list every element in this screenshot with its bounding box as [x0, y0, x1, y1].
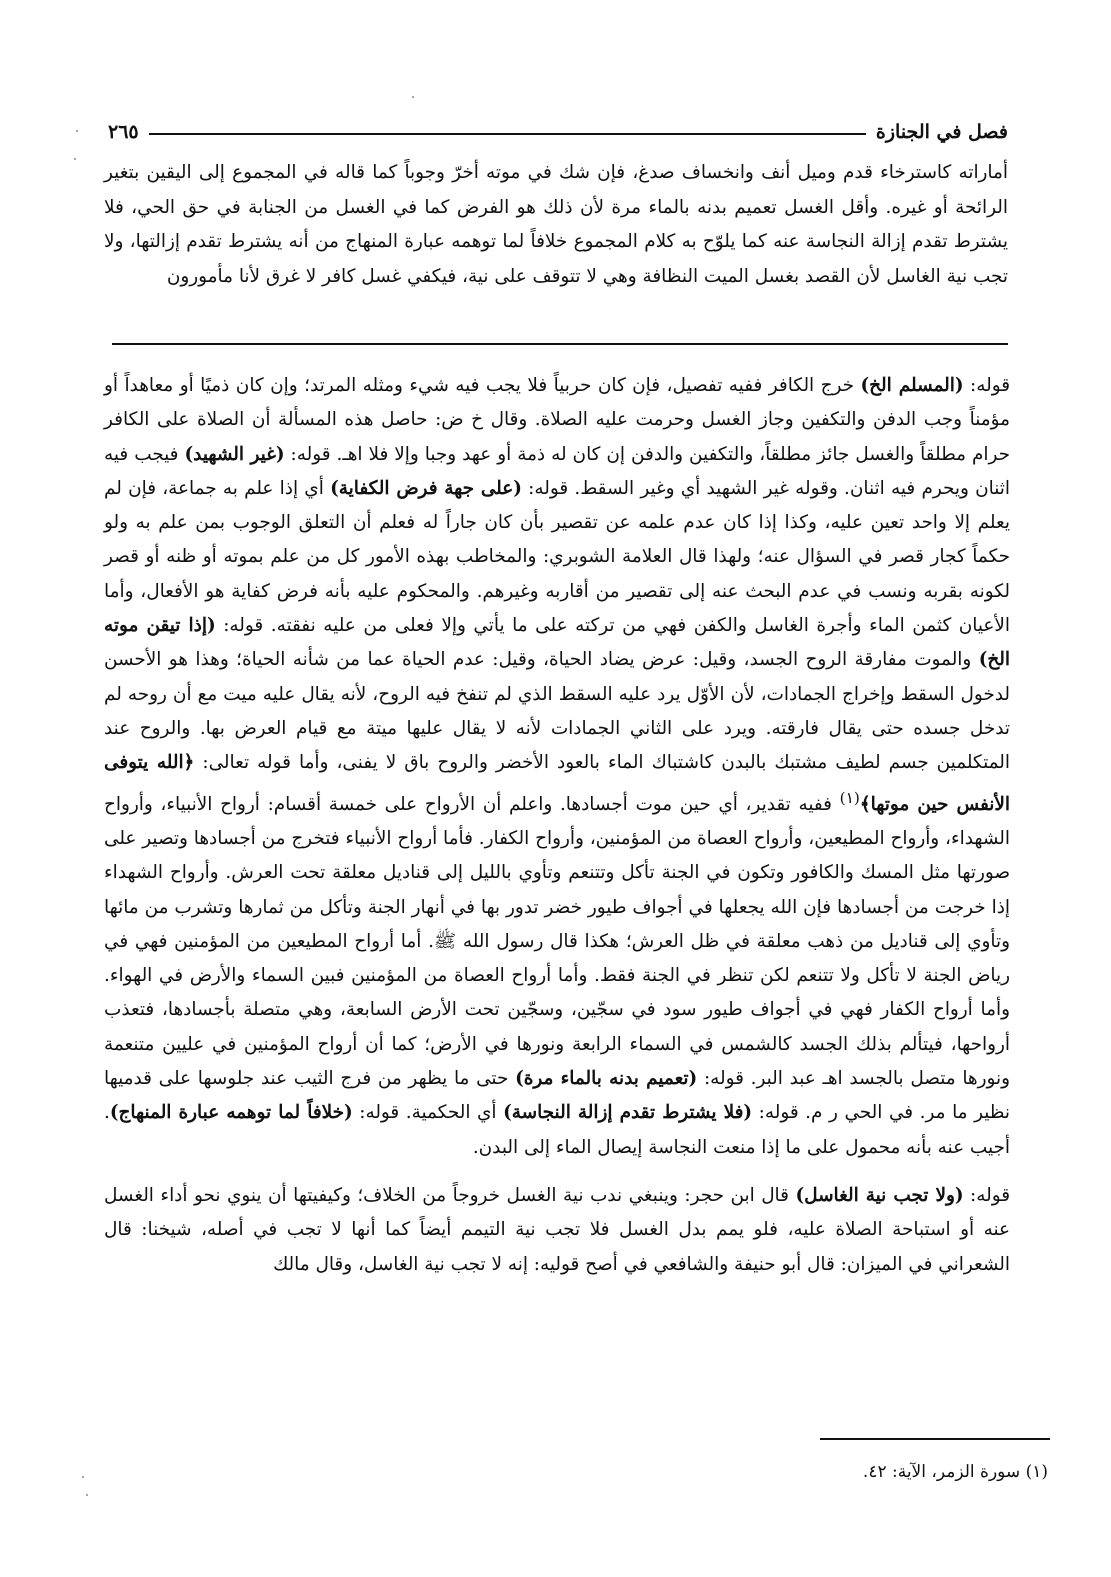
commentary-text: حتى ما يظهر من فرج الثيب عند جلوسها على قدميها نظير ما مر. في الحي ر م. قوله: — [104, 1068, 1011, 1124]
page-number: ٢٦٥ — [108, 121, 139, 143]
commentary-text: قوله: — [963, 1184, 1010, 1206]
commentary-text: . أجيب عنه بأنه محمول على ما إذا منعت النجاسة إيصال الماء إلى البدن. — [104, 1102, 1010, 1158]
commentary-text: قوله: — [963, 375, 1010, 396]
commentary-text: فيجب فيه اثنان ويحرم فيه اثنان. وقوله غير الشهيد أي وغير السقط. قوله: — [104, 443, 1010, 499]
section-divider — [112, 343, 1008, 345]
commentary-text: والموت مفارقة الروح الجسد، وقيل: عرض يضاد الحياة، وقيل: عدم الحياة عما من شأنه الحياة؛ وهذا هو الأحسن لدخول السقط وإخراج الجمادات، لأن الأوّل يرد عليه السقط الذي لم تنفخ فيه الروح، لأنه يقال عليه ميت مع أن روحه لم تدخل جسده حتى يقال فارقته. ويرد على الثاني الجمادات لأنه لا يقال عليها ميتة مع قيام العرض بها. والروح عند المتكلمين جسم لطيف مشتبك بالبدن كاشتباك الماء بالعود الأخضر والروح باق لا يفنى، وأما قوله تعالى: — [104, 649, 1010, 774]
scan-speck — [82, 1476, 84, 1478]
commentary-paragraph-1 — [104, 369, 1010, 1165]
scan-speck — [76, 130, 78, 132]
main-text-block — [104, 156, 1008, 294]
scan-speck — [74, 158, 76, 160]
footnote-marker: (١) — [839, 788, 860, 807]
quran-verse: ﴿الله يتوفى الأنفس حين موتها﴾ — [104, 752, 1010, 815]
main-paragraph: أماراته كاسترخاء قدم وميل أنف وانخساف صدغ، فإن شك في موته أخرّ وجوباً كما قاله في المجموع إلى اليقين بتغير الرائحة أو غيره. وأقل الغسل تعميم بدنه بالماء مرة لأن ذلك هو الفرض كما في الغسل من الجنابة في حق الحي، فلا يشترط تقدم إزالة النجاسة عنه كما يلوّح به كلام المجموع خلافاً لما توهمه عبارة المنهاج من أنه يشترط تقدم إزالتها، ولا تجب نية الغاسل لأن القصد بغسل الميت النظافة وهي لا تتوقف على نية، فيكفي غسل كافر لا غرق لأنا مأمورون — [104, 162, 1008, 287]
quoted-phrase: (المسلم الخ) — [860, 375, 964, 396]
quoted-phrase: (فلا يشترط تقدم إزالة النجاسة) — [503, 1102, 753, 1124]
scan-speck — [412, 96, 414, 98]
commentary-text: أي إذا علم به جماعة، فإن لم يعلم إلا واحد تعين عليه، وكذا إذا كان عدم علمه عن تقصير بأن كان جاراً له فعلم أن التعلق الوجوب بمن علم به ولو حكماً كجار قصر في السؤال عنه؛ ولهذا قال العلامة الشوبري: والمخاطب بهذه الأمور كل من علم بموته أو ظنه أو قصر لكونه بقربه ونسب في عدم البحث عنه إلى تقصير من أقاربه وغيرهم. والمحكوم عليه بأنه فرض كفاية هو الأفعال، وأما الأعيان كثمن الماء وأجرة الغاسل والكفن فهي من تركته على ما يأتي وإلا فعلى من عليه نفقته. قوله: — [104, 477, 1010, 637]
commentary-text: خرج الكافر ففيه تفصيل، فإن كان حربياً فلا يجب فيه شيء ومثله المرتد؛ وإن كان ذميًا أو معاهداً أو مؤمناً وجب الدفن والتكفين وجاز الغسل وحرمت عليه الصلاة. وقال خ ض: حاصل هذه المسألة أن الصلاة على الكافر حرام مطلقاً والغسل جائز مطلقاً، والتكفين والدفن إن كان له ذمة أو عهد وجبا وإلا فلا اهـ. قوله: — [104, 375, 1011, 465]
commentary-paragraph-2 — [104, 1179, 1010, 1282]
commentary-text: ففيه تقدير، أي حين موت أجسادها. واعلم أن الأرواح على خمسة أقسام: أرواح الأنبياء، وأرواح الشهداء، وأرواح المطيعين، وأرواح العصاة من المؤمنين، وأرواح الكفار. فأما أرواح الأنبياء فتخرج من أجسادها وتصير على صورتها مثل المسك والكافور وتكون في الجنة تأكل وتتنعم وتأوي بالليل إلى قناديل معلقة تحت العرش. وأرواح الشهداء إذا خرجت من أجسادها فإن الله يجعلها في أجواف طيور خضر تدور بها في أنهار الجنة وتأكل من ثمارها وتشرب من مائها وتأوي إلى قناديل من ذهب معلقة في ظل العرش؛ هكذا قال رسول الله ﷺ. أما أرواح المطيعين من المؤمنين فهي في رياض الجنة لا تأكل ولا تتنعم لكن تنظر في الجنة فقط. وأما أرواح العصاة من المؤمنين فبين السماء والأرض في الهواء. وأما أرواح الكفار فهي في أجواف طيور سود في سجّين، وسجّين تحت الأرض السابعة، وهي متصلة بأجسادها، فتعذب أرواحها، فيتألم بذلك الجسد كالشمس في السماء الرابعة ونورها في الأرض؛ كما أن أرواح المؤمنين في عليين متنعمة ونورها متصل بالجسد اهـ عبد البر. قوله: — [104, 793, 1010, 1090]
footnote: (١) سورة الزمر، الآية: ٤٢. — [862, 1462, 1048, 1482]
chapter-title: فصل في الجنازة — [875, 121, 1008, 143]
quoted-phrase: (إذا تيقن موته الخ) — [104, 615, 1010, 671]
quoted-phrase: (على جهة فرض الكفاية) — [330, 477, 522, 499]
footnote-rule — [820, 1438, 1050, 1440]
commentary-block — [104, 369, 1010, 1282]
quoted-phrase: (ولا تجب نية الغاسل) — [795, 1184, 964, 1206]
header-rule — [149, 133, 866, 135]
running-header — [108, 114, 1008, 150]
scan-speck — [86, 1494, 88, 1496]
quoted-phrase: (خلافاً لما توهمه عبارة المنهاج) — [109, 1102, 353, 1124]
quoted-phrase: (غير الشهيد) — [184, 443, 285, 465]
quoted-phrase: (تعميم بدنه بالماء مرة) — [515, 1068, 698, 1090]
commentary-text: أي الحكمية. قوله: — [352, 1102, 504, 1124]
commentary-text: قال ابن حجر: وينبغي ندب نية الغسل خروجاً من الخلاف؛ وكيفيتها أن ينوي نحو أداء الغسل عنه أو استباحة الصلاة عليه، فلو يمم بدل الغسل فلا تجب نية التيمم أيضاً كما أنها لا تجب في أصله، شيخنا: قال الشعراني في الميزان: قال أبو حنيفة والشافعي في أصح قوليه: إنه لا تجب نية الغاسل، وقال مالك — [104, 1184, 1010, 1275]
